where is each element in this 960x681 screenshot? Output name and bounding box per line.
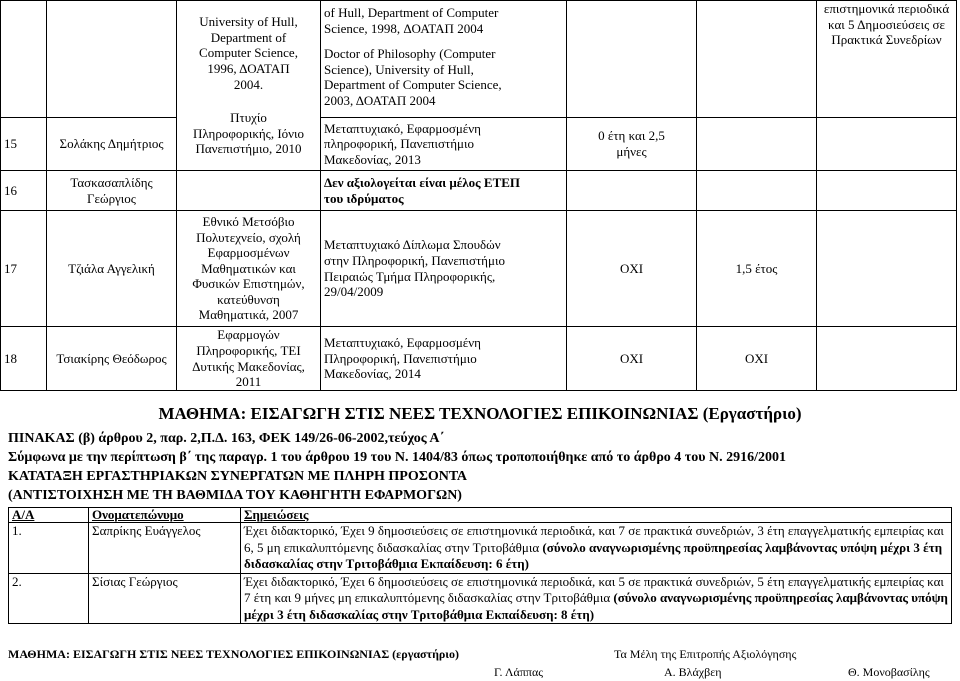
table-row (1, 1, 957, 118)
teaching-experience: ΟΧΙ (567, 211, 697, 327)
row-number: 18 (1, 327, 47, 391)
publications-cell: επιστημονικά περιοδικά και 5 Δημοσιεύσεις σε Πρακτικά Συνεδρίων (817, 1, 957, 118)
table-row (1, 118, 957, 171)
candidate-name: Σαπρίκης Ευάγγελος (89, 523, 241, 574)
table-reference: ΠΙΝΑΚΑΣ (β) άρθρου 2, παρ. 2,Π.Δ. 163, ΦΕΚ 149/26-06-2002,τεύχος Α΄ (8, 431, 445, 446)
table-header-row (9, 508, 952, 523)
candidate-name: Σίσιας Γεώργιος (89, 573, 241, 624)
degree-cell: Εθνικό Μετσόβιο Πολυτεχνείο, σχολή Εφαρμοσμένων Μαθηματικών και Φυσικών Επιστημών, κατεύθυνση Μαθηματικά, 2007 (177, 211, 321, 327)
row-number: 15 (1, 118, 47, 171)
row-number: 16 (1, 171, 47, 211)
committee-member: Γ. Λάππας (494, 665, 543, 679)
professional-experience: ΟΧΙ (697, 327, 817, 391)
row-number: 17 (1, 211, 47, 327)
notes-cell: Έχει διδακτορικό, Έχει 9 δημοσιεύσεις σε επιστημονικά περιοδικά, και 7 σε πρακτικά συνεδριών, 3 έτη επαγγελματικής εμπειρίας και 6, 5 μη επικαλυπτόμενης διδασκαλίας στην Τριτοβάθμια (σύνολο αναγνωρισμένης προϋπηρεσίας λαμβάνοντας υπόψη μέχρι 3 έτη διδασκαλίας στην Τριτοβάθμια Εκπαίδευση: 6 έτη) (241, 523, 952, 574)
candidate-name: Σολάκης Δημήτριος (47, 118, 177, 171)
postgrad-cell: Δεν αξιολογείται είναι μέλος ΕΤΕΠ του ιδρύματος (321, 171, 567, 211)
table-row (9, 573, 952, 624)
table-row (9, 523, 952, 574)
row-number: 2. (9, 573, 89, 624)
ranking-subheading: (ΑΝΤΙΣΤΟΙΧΗΣΗ ΜΕ ΤΗ ΒΑΘΜΙΔΑ ΤΟΥ ΚΑΘΗΓΗΤΗ ΕΦΑΡΜΟΓΩΝ) (8, 488, 462, 503)
column-header: Σημειώσεις (241, 508, 952, 523)
postgrad-cell: Μεταπτυχιακό, Εφαρμοσμένη πληροφορική, Πανεπιστήμιο Μακεδονίας, 2013 (321, 118, 567, 171)
page-footer (8, 647, 952, 681)
committee-label: Τα Μέλη της Επιτροπής Αξιολόγησης (614, 647, 797, 661)
degree-cell: Εφαρμογών Πληροφορικής, ΤΕΙ Δυτικής Μακεδονίας, 2011 (177, 327, 321, 391)
section-title: ΜΑΘΗΜΑ: ΕΙΣΑΓΩΓΗ ΣΤΙΣ ΝΕΕΣ ΤΕΧΝΟΛΟΓΙΕΣ ΕΠΙΚΟΙΝΩΝΙΑΣ (Εργαστήριο) (158, 404, 802, 423)
postgrad-cell: Μεταπτυχιακό, Εφαρμοσμένη Πληροφορική, Πανεπιστήμιο Μακεδονίας, 2014 (321, 327, 567, 391)
postgrad-cell: of Hull, Department of Computer Science, 1998, ΔΟΑΤΑΠ 2004 Doctor of Philosophy (Computer Science), University of Hull, Department of Computer Science, 2003, ΔΟΑΤΑΠ 2004 (321, 1, 567, 118)
candidate-name: Τασκασαπλίδης Γεώργιος (47, 171, 177, 211)
law-reference: Σύμφωνα με την περίπτωση β΄ της παραγρ. 1 του άρθρου 19 του Ν. 1404/83 όπως τροποποιήθηκε από το άρθρο 4 του Ν. 2916/2001 (8, 450, 787, 465)
professional-experience: 1,5 έτος (697, 211, 817, 327)
committee-member: Θ. Μονοβασίλης (848, 665, 930, 679)
table-row (1, 171, 957, 211)
committee-member: Α. Βλάχβεη (664, 665, 722, 679)
table-row (1, 327, 957, 391)
teaching-experience: 0 έτη και 2,5 μήνες (567, 118, 697, 171)
ranking-table (8, 507, 952, 624)
postgrad-cell: Μεταπτυχιακό Δίπλωμα Σπουδών στην Πληροφορική, Πανεπιστήμιο Πειραιώς Τμήμα Πληροφορικής, 29/04/2009 (321, 211, 567, 327)
column-header: Ονοματεπώνυμο (89, 508, 241, 523)
column-header: Α/Α (9, 508, 89, 523)
notes-cell: Έχει διδακτορικό, Έχει 6 δημοσιεύσεις σε επιστημονικά περιοδικά, και 5 σε πρακτικά συνεδριών, 5 έτη επαγγελματικής εμπειρίας και 7 έτη και 9 μήνες μη επικαλυπτόμενης διδασκαλίας στην Τριτοβάθμια (σύνολο αναγνωρισμένης προϋπηρεσίας λαμβάνοντας υπόψη μέχρι 3 έτη διδασκαλίας στην Τριτοβάθμια Εκπαίδευση: 8 έτη) (241, 573, 952, 624)
row-number: 1. (9, 523, 89, 574)
candidate-name: Τζιάλα Αγγελική (47, 211, 177, 327)
teaching-experience: ΟΧΙ (567, 327, 697, 391)
degree-cell: University of Hull, Department of Computer Science, 1996, ΔΟΑΤΑΠ 2004. Πτυχίο Πληροφορικής, Ιόνιο Πανεπιστήμιο, 2010 (177, 1, 321, 171)
ranking-heading: ΚΑΤΑΤΑΞΗ ΕΡΓΑΣΤΗΡΙΑΚΩΝ ΣΥΝΕΡΓΑΤΩΝ ΜΕ ΠΛΗΡΗ ΠΡΟΣΟΝΤΑ (8, 469, 467, 484)
candidate-name: Τσιακίρης Θεόδωρος (47, 327, 177, 391)
footer-course: ΜΑΘΗΜΑ: ΕΙΣΑΓΩΓΗ ΣΤΙΣ ΝΕΕΣ ΤΕΧΝΟΛΟΓΙΕΣ ΕΠΙΚΟΙΝΩΝΙΑΣ (εργαστήριο) (8, 647, 460, 661)
table-row (1, 211, 957, 327)
